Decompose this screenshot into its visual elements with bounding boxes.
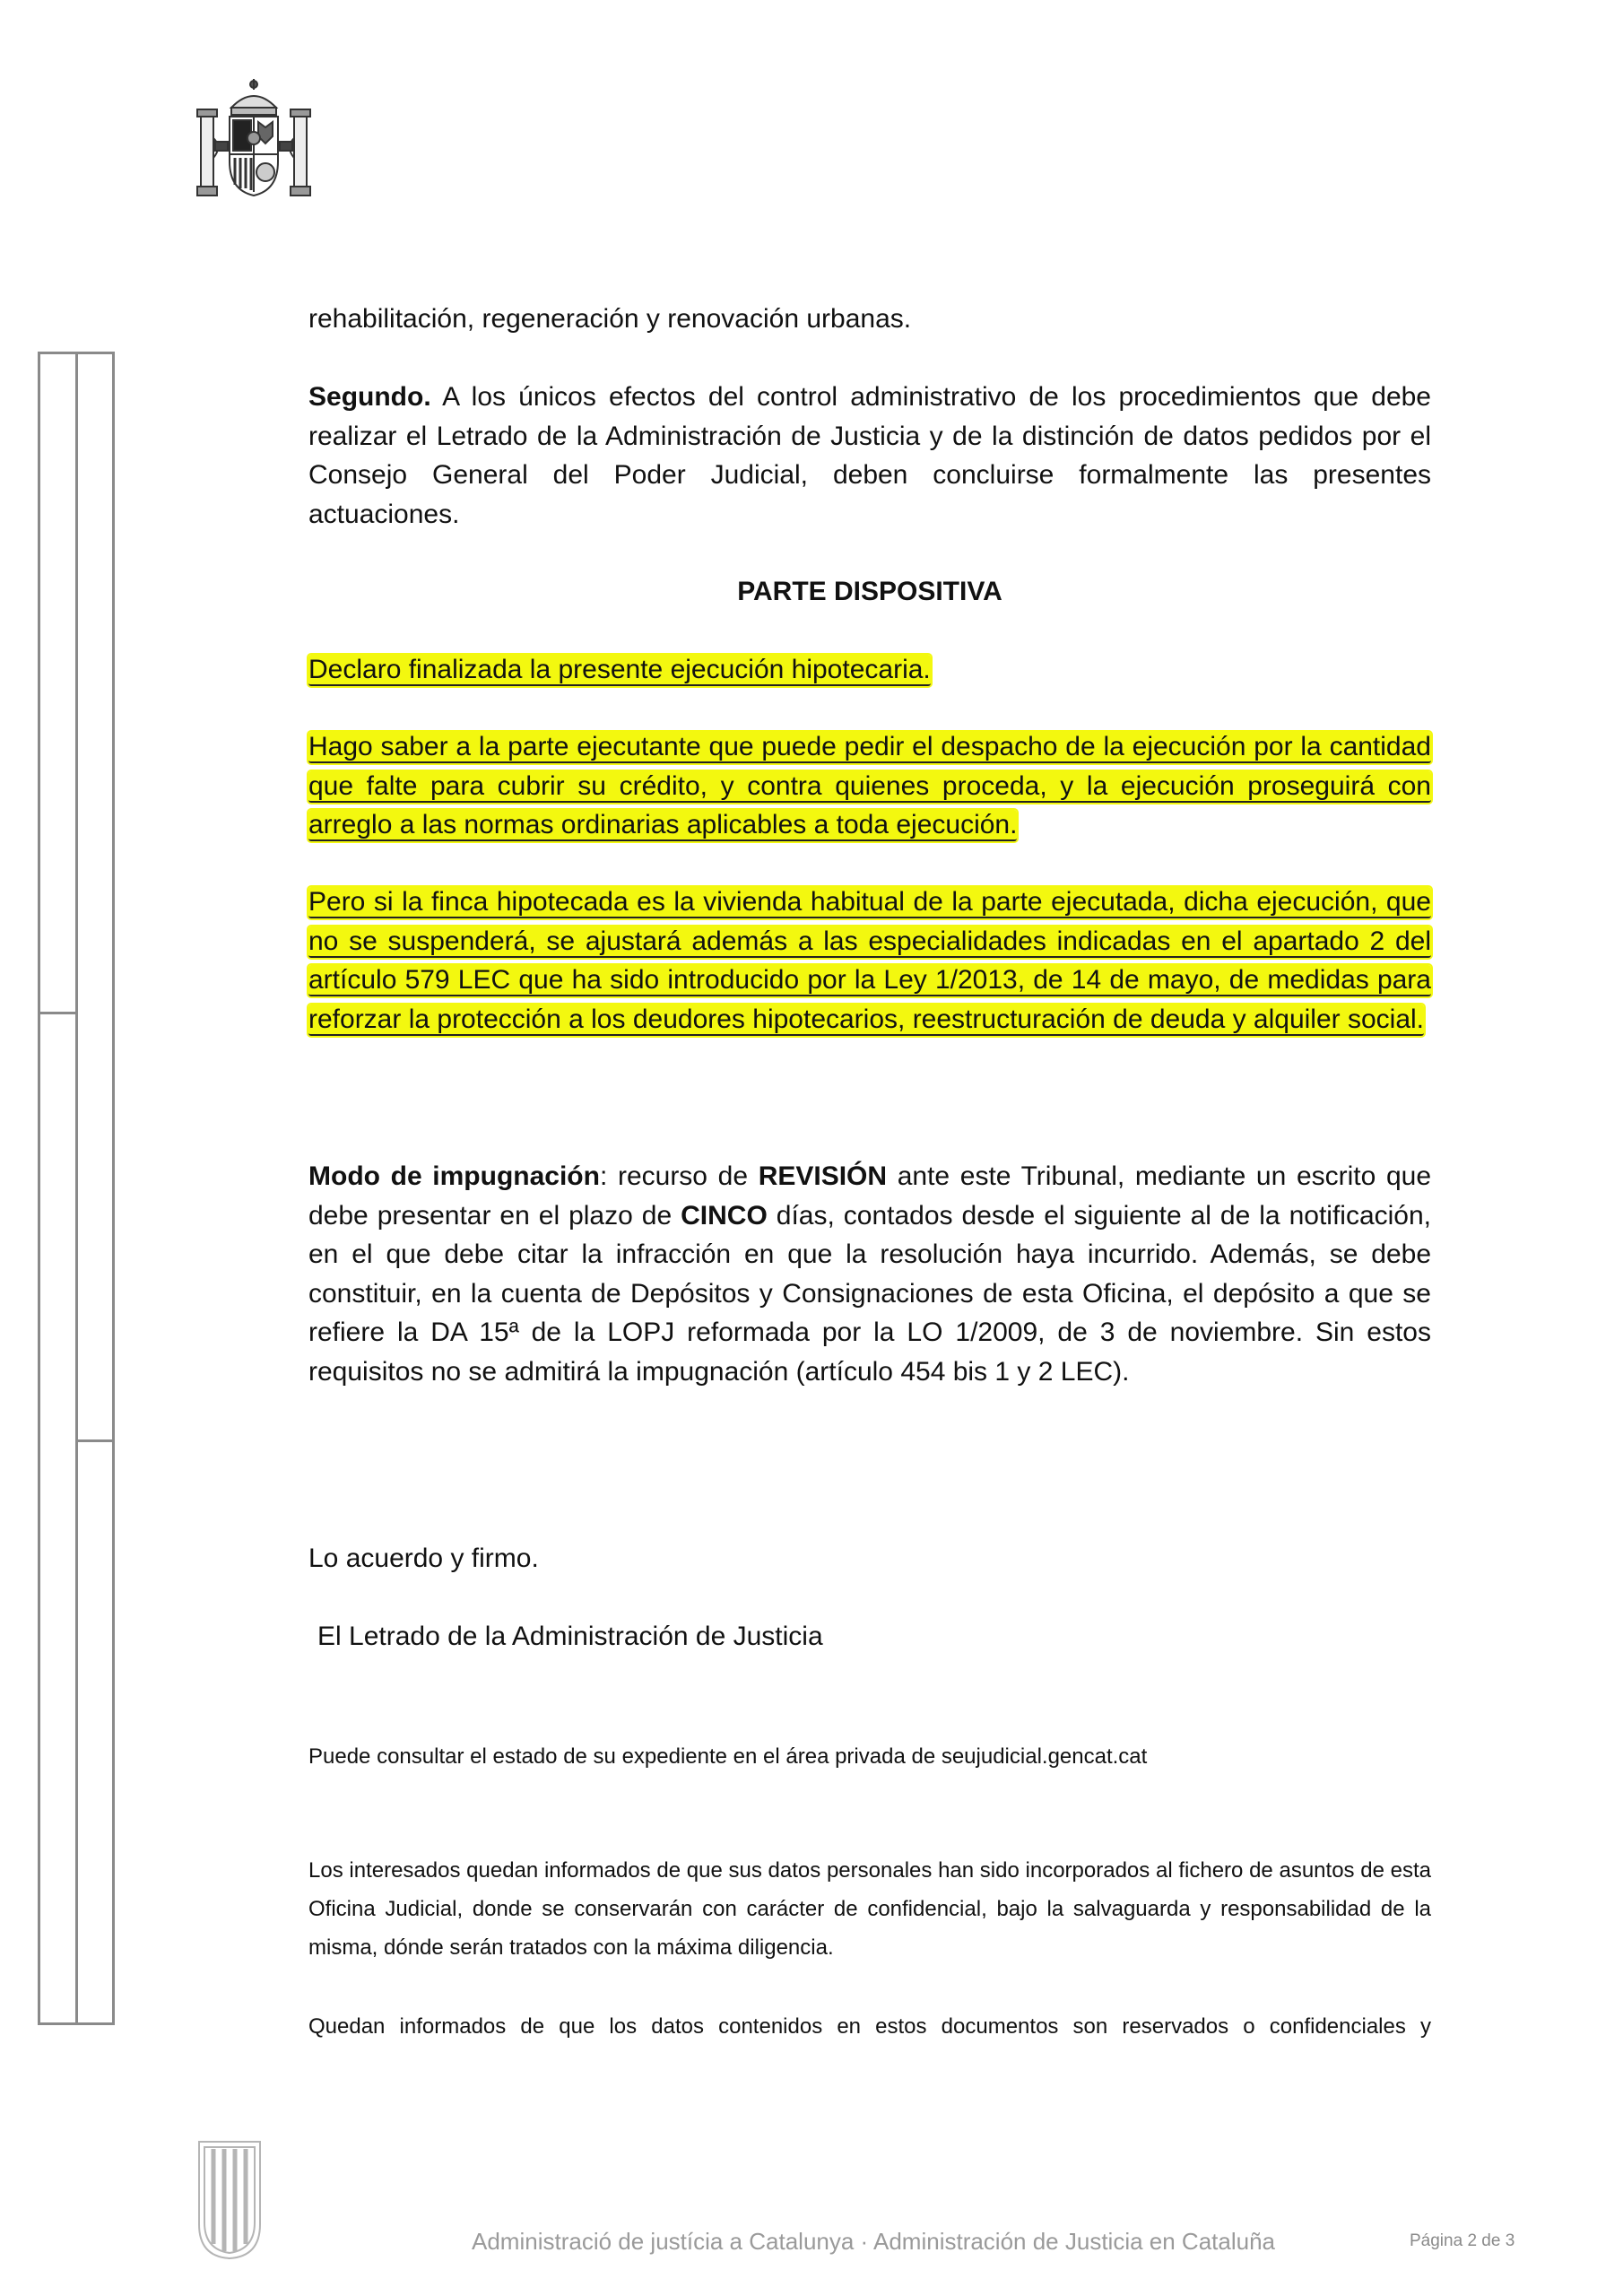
notice-data: Los interesados quedan informados de que sus datos personales han sido incorporados al fichero de asuntos de esta Oficina Judicial, donde se conservarán con carácter de confidencial, bajo la salvaguarda y responsabilidad de la misma, dónde serán tratados con la máxima diligencia. — [308, 1858, 1431, 1960]
revision-term: REVISIÓN — [758, 1161, 888, 1191]
closing-line: Lo acuerdo y firmo. — [308, 1544, 539, 1573]
impugnacion-text: días, contados desde el siguiente al de la notificación, en el que debe citar la infracción en que la resolución haya incurrido. Además, se debe constituir, en la cuenta de Depósitos y Consignaciones de esta Oficina, el depósito a que se refiere la DA 15ª de la LOPJ reformada por la LO 1/2009, de 3 de noviembre. Sin estos requisitos no se admitirá la impugnación (artículo 454 bis 1 y 2 LEC). — [308, 1200, 1432, 1387]
signature-line: El Letrado de la Administración de Justicia — [317, 1622, 823, 1651]
highlighted-paragraph — [308, 650, 1431, 690]
catalonia-emblem-icon — [195, 2138, 264, 2262]
margin-divider — [75, 1439, 112, 1442]
impugnacion-label: Modo de impugnación — [308, 1161, 600, 1191]
highlighted-paragraph — [308, 727, 1431, 845]
notice-reserved: Quedan informados de que los datos contenidos en estos documentos son reservados o confidenciales y — [308, 2014, 1431, 2039]
impugnacion-text: : recurso de — [599, 1161, 759, 1191]
page-number: Página 2 de 3 — [1410, 2231, 1515, 2250]
highlighted-paragraph — [308, 883, 1431, 1039]
segundo-label: Segundo. — [308, 382, 431, 412]
spain-coat-of-arms-icon — [195, 75, 312, 203]
impugnacion-text: ante este Tribunal, mediante un escrito que debe presentar en el plazo de — [308, 1161, 1432, 1231]
footer-text: Administració de justícia a Catalunya · Administración de Justicia en Cataluña — [472, 2228, 1276, 2255]
highlighted-text: Declaro finalizada la presente ejecución hipotecaria. — [308, 655, 931, 684]
section-title: PARTE DISPOSITIVA — [737, 577, 1002, 606]
segundo-paragraph — [308, 378, 1431, 534]
notice-consult: Puede consultar el estado de su expediente en el área privada de seujudicial.gencat.cat — [308, 1744, 1148, 1769]
highlighted-text: Pero si la finca hipotecada es la vivienda habitual de la parte ejecutada, dicha ejecución, que no se suspenderá, se ajustará además a las especialidades indicadas en el apartado 2 del artículo 579 LEC que ha sido introducido por la Ley 1/2013, de 14 de mayo, de medidas para reforzar la protección a los deudores hipotecarios, reestructuración de deuda y alquiler social. — [308, 887, 1431, 1034]
margin-frame — [38, 352, 115, 2025]
impugnacion-paragraph — [308, 1157, 1431, 1391]
margin-divider — [40, 1012, 75, 1014]
margin-divider — [75, 354, 78, 2022]
highlighted-text: Hago saber a la parte ejecutante que puede pedir el despacho de la ejecución por la cantidad que falte para cubrir su crédito, y contra quienes proceda, y la ejecución proseguirá con arreglo a las normas ordinarias aplicables a toda ejecución. — [308, 732, 1431, 839]
cinco-term: CINCO — [681, 1200, 768, 1231]
intro-line: rehabilitación, regeneración y renovación urbanas. — [308, 304, 912, 334]
segundo-text: A los únicos efectos del control administrativo de los procedimientos que debe realizar el Letrado de la Administración de Justicia y de la distinción de datos pedidos por el Consejo General del Poder Judicial, deben concluirse formalmente las presentes actuaciones. — [308, 382, 1431, 529]
